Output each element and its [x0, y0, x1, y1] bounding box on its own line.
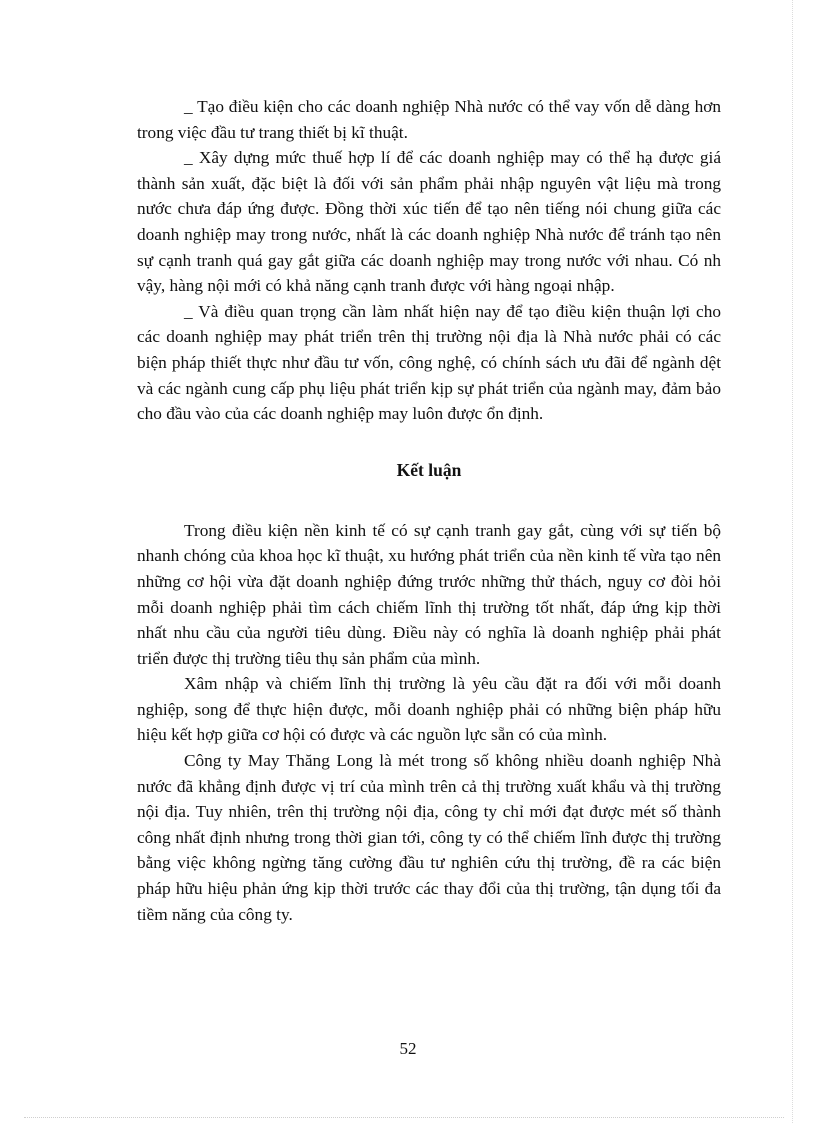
section-heading-conclusion: Kết luận [396, 459, 462, 480]
footer-divider [24, 1117, 784, 1118]
page-number: 52 [399, 1039, 417, 1058]
page-content [137, 94, 721, 927]
side-divider [792, 0, 793, 1123]
paragraph-market-entry: Xâm nhập và chiếm lĩnh thị trường là yêu cầu đặt ra đối với mỗi doanh nghiệp, song để thực hiện được, mỗi doanh nghiệp phải có những biện pháp hữu hiệu kết hợp giữa cơ hội có được và các nguồn lực sẵn có của mình. [137, 674, 721, 745]
paragraph-state-support: _ Và điều quan trọng cần làm nhất hiện nay để tạo điều kiện thuận lợi cho các doanh nghiệp may phát triển trên thị trường nội địa là Nhà nước phải có các biện pháp thiết thực như đầu tư vốn, công nghệ, có chính sách ưu đãi để ngành dệt và các ngành cung cấp phụ liệu phát triển kịp sự phát triển của ngành may, đảm bảo cho đầu vào của các doanh nghiệp may luôn được ổn định. [137, 301, 721, 424]
paragraph-credit-access: _ Tạo điều kiện cho các doanh nghiệp Nhà nước có thể vay vốn dễ dàng hơn trong việc đầu tư trang thiết bị kĩ thuật. [137, 97, 721, 142]
paragraph-tax-policy: _ Xây dựng mức thuế hợp lí để các doanh nghiệp may có thể hạ được giá thành sản xuất, đặc biệt là đối với sản phẩm phải nhập nguyên vật liệu mà trong nước chưa đáp ứng được. Đồng thời xúc tiến để tạo nên tiếng nói chung giữa các doanh nghiệp may trong nước, nhất là các doanh nghiệp Nhà nước để tránh tạo nên sự cạnh tranh quá gay gắt giữa các doanh nghiệp may trong nước với nhau. Có nh vậy, hàng nội mới có khả năng cạnh tranh được với hàng ngoại nhập. [137, 148, 721, 296]
paragraph-thang-long: Công ty May Thăng Long là mét trong số không nhiều doanh nghiệp Nhà nước đã khẳng định được vị trí của mình trên cả thị trường xuất khẩu và thị trường nội địa. Tuy nhiên, trên thị trường nội địa, công ty chỉ mới đạt được mét số thành công nhất định nhưng trong thời gian tới, công ty có thể chiếm lĩnh được thị trường bằng việc không ngừng tăng cường đầu tư nghiên cứu thị trường, đề ra các biện pháp hữu hiệu phản ứng kịp thời trước các thay đổi của thị trường, tận dụng tối đa tiềm năng của công ty. [137, 751, 721, 924]
paragraph-competition: Trong điều kiện nền kinh tế có sự cạnh tranh gay gắt, cùng với sự tiến bộ nhanh chóng của khoa học kĩ thuật, xu hướng phát triển của nền kinh tế vừa tạo nên những cơ hội vừa đặt doanh nghiệp đứng trước những thử thách, nguy cơ đòi hỏi mỗi doanh nghiệp phải tìm cách chiếm lĩnh thị trường tốt nhất, đáp ứng kịp thời nhất nhu cầu của người tiêu dùng. Điều này có nghĩa là doanh nghiệp phải phát triển được thị trường tiêu thụ sản phẩm của mình. [137, 520, 721, 668]
